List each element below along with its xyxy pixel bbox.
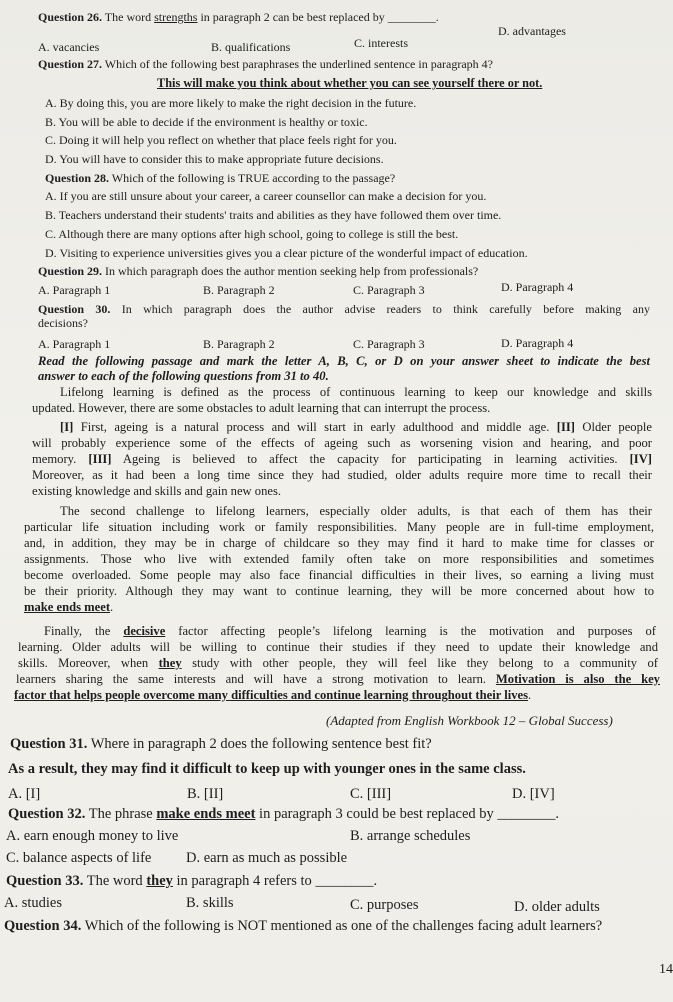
- q29-stem: Question 29. In which paragraph does the author mention seeking help from professionals?: [38, 264, 479, 278]
- q30-option-a[interactable]: A. Paragraph 1: [38, 337, 111, 351]
- q34-stem: Question 34. Which of the following is NOT mentioned as one of the challenges facing adult learners?: [4, 918, 603, 934]
- q27-stem: Question 27. Which of the following best paraphrases the underlined sentence in paragraph 4?: [38, 57, 493, 71]
- q33-option-b[interactable]: B. skills: [186, 895, 234, 911]
- q27-option-a[interactable]: A. By doing this, you are more likely to make the right decision in the future.: [45, 96, 417, 110]
- passage-p3-line3: and, in addition, they may be in charge of childcare so they may find it hard to make time for classes or: [24, 536, 654, 550]
- q31-stem: Question 31. Where in paragraph 2 does the following sentence best fit?: [10, 736, 432, 752]
- q29-option-a[interactable]: A. Paragraph 1: [38, 283, 111, 297]
- q28-option-b[interactable]: B. Teachers understand their students' traits and abilities as they have followed them over time.: [45, 208, 502, 222]
- q28-option-c[interactable]: C. Although there are many options after high school, going to college is still the best.: [45, 227, 459, 241]
- word-decisive: decisive: [123, 624, 166, 638]
- q28-option-a[interactable]: A. If you are still unsure about your career, a career counsellor can make a decision for you.: [45, 189, 487, 203]
- page-number: 14: [659, 962, 673, 977]
- q31-sentence: As a result, they may find it difficult to keep up with younger ones in the same class.: [8, 761, 526, 777]
- passage-p2-line5: existing knowledge and skills and gain new ones.: [32, 484, 282, 498]
- passage-p3-line4: assignments. Those who live with extended family often take on more responsibilities and sometimes: [24, 552, 654, 566]
- q30-option-c[interactable]: C. Paragraph 3: [353, 337, 425, 351]
- passage-p1-line2: updated. However, there are some obstacles to adult learning that can interrupt the process.: [32, 401, 491, 415]
- passage-p2-line2: will probably experience some of the effects of ageing such as worsening vision and hearing, and poor: [32, 436, 652, 450]
- q29-option-d[interactable]: D. Paragraph 4: [501, 280, 574, 294]
- q33-stem: Question 33. The word they in paragraph 4 refers to ________.: [6, 873, 378, 889]
- passage-p3-line7: make ends meet.: [24, 600, 114, 614]
- q33-option-d[interactable]: D. older adults: [514, 899, 600, 915]
- q27-option-b[interactable]: B. You will be able to decide if the environment is healthy or toxic.: [45, 115, 368, 129]
- q27-option-d[interactable]: D. You will have to consider this to make appropriate future decisions.: [45, 152, 384, 166]
- q31-option-b[interactable]: B. [II]: [187, 786, 224, 802]
- word-they: they: [158, 656, 182, 670]
- q29-option-c[interactable]: C. Paragraph 3: [353, 283, 425, 297]
- q26-option-a[interactable]: A. vacancies: [38, 40, 100, 54]
- passage-p3-line2: particular life situation including work or family responsibilities. Many people are in full-time employment,: [24, 520, 654, 534]
- q30-stem-line2: decisions?: [38, 316, 88, 330]
- passage-p1-line1: Lifelong learning is defined as the process of continuous learning to keep our knowledge and skills: [60, 385, 652, 399]
- passage-p4-line5: factor that helps people overcome many difficulties and continue learning throughout their lives.: [14, 688, 532, 702]
- q27-option-c[interactable]: C. Doing it will help you reflect on whether that place feels right for you.: [45, 133, 397, 147]
- instructions-line1: Read the following passage and mark the letter A, B, C, or D on your answer sheet to indicate the best: [38, 354, 650, 368]
- q26-stem: Question 26. The word strengths in paragraph 2 can be best replaced by ________.: [38, 10, 439, 24]
- q31-option-c[interactable]: C. [III]: [350, 786, 392, 802]
- q32-stem: Question 32. The phrase make ends meet in paragraph 3 could be best replaced by ________.: [8, 806, 560, 822]
- q33-option-c[interactable]: C. purposes: [350, 897, 419, 913]
- passage-p3-line1: The second challenge to lifelong learners, especially older adults, is that each of them has their: [60, 504, 652, 518]
- phrase-make-ends-meet: make ends meet: [24, 600, 111, 614]
- passage-p3-line5: become overloaded. Some people may also face financial difficulties in their lives, so earning a living must: [24, 568, 654, 582]
- passage-p4-line3: skills. Moreover, when they study with other people, they will feel like they belong to a community of: [18, 656, 658, 670]
- q29-option-b[interactable]: B. Paragraph 2: [203, 283, 275, 297]
- passage-source: (Adapted from English Workbook 12 – Global Success): [326, 713, 613, 728]
- q32-option-d[interactable]: D. earn as much as possible: [186, 850, 348, 866]
- passage-p2-line1: [I] First, ageing is a natural process and will start in early adulthood and middle age. [II] Older people: [60, 420, 652, 434]
- q26-keyword: strengths: [154, 10, 198, 24]
- passage-p2-line3: memory. [III] Ageing is believed to affect the capacity for participating in learning activities. [IV]: [32, 452, 652, 466]
- q27-quoted-sentence: This will make you think about whether you can see yourself there or not.: [157, 76, 543, 90]
- q30-stem-line1: Question 30. In which paragraph does the author advise readers to think carefully before making any: [38, 302, 650, 316]
- underlined-sentence: factor that helps people overcome many difficulties and continue learning throughout their lives: [14, 688, 529, 702]
- passage-p4-line4: learners sharing the same interests and will have a strong motivation to learn. Motivation is also the key: [16, 672, 660, 686]
- q31-option-d[interactable]: D. [IV]: [512, 786, 555, 802]
- q33-option-a[interactable]: A. studies: [4, 895, 62, 911]
- q31-option-a[interactable]: A. [I]: [8, 786, 41, 802]
- q26-option-d[interactable]: D. advantages: [498, 24, 566, 38]
- q30-option-d[interactable]: D. Paragraph 4: [501, 336, 574, 350]
- passage-p4-line1: Finally, the decisive factor affecting people’s lifelong learning is the motivation and purposes of: [44, 624, 656, 638]
- q26-option-b[interactable]: B. qualifications: [211, 40, 291, 54]
- q32-option-c[interactable]: C. balance aspects of life: [6, 850, 152, 866]
- q32-option-b[interactable]: B. arrange schedules: [350, 828, 471, 844]
- instructions-line2: answer to each of the following questions from 31 to 40.: [38, 369, 329, 383]
- passage-p4-line2: learning. Older adults will be willing to continue their studies if they need to update their knowledge and: [18, 640, 658, 654]
- q26-option-c[interactable]: C. interests: [354, 36, 408, 50]
- q30-option-b[interactable]: B. Paragraph 2: [203, 337, 275, 351]
- q28-option-d[interactable]: D. Visiting to experience universities gives you a clear picture of the wonderful impact of education.: [45, 246, 528, 260]
- q32-option-a[interactable]: A. earn enough money to live: [6, 828, 179, 844]
- passage-p2-line4: Moreover, as it had been a long time since they had studied, older adults require more time to recall their: [32, 468, 652, 482]
- passage-p3-line6: be their priority. Although they may want to continue learning, they will be more concerned about how to: [24, 584, 654, 598]
- q28-stem: Question 28. Which of the following is TRUE according to the passage?: [45, 171, 396, 185]
